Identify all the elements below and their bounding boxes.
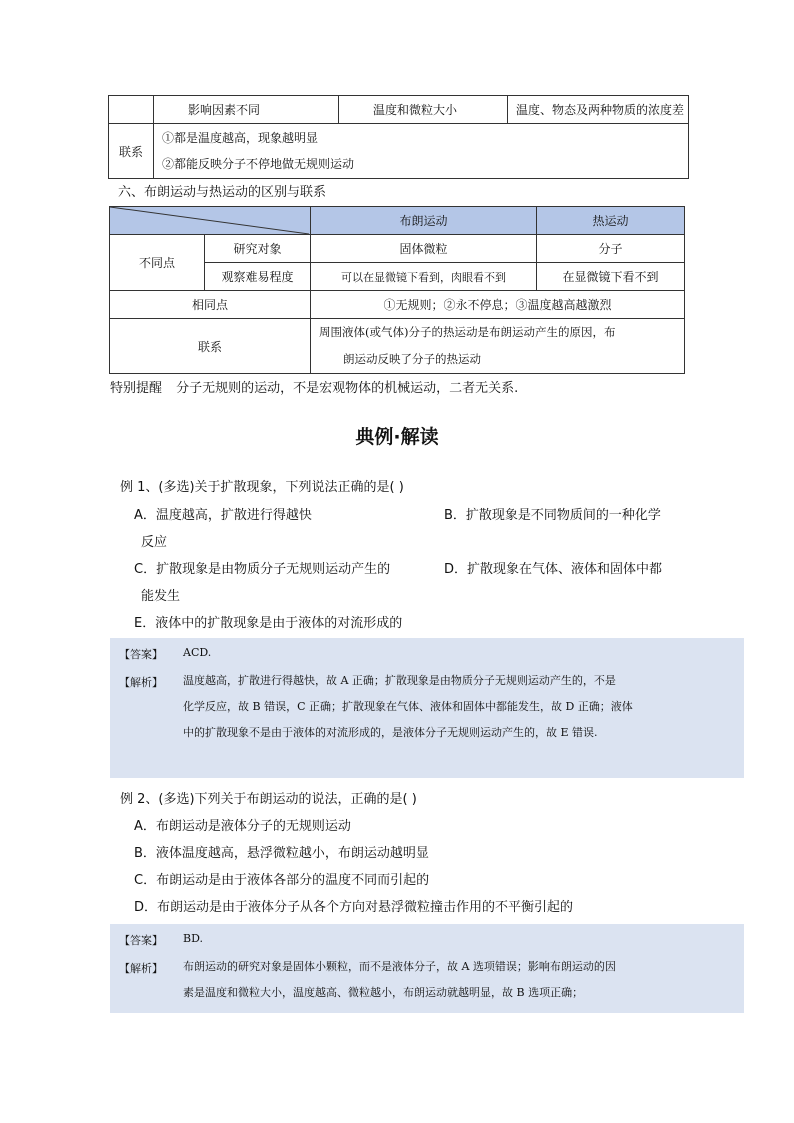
example2-answer: BD. [183,932,204,945]
tip-text: 分子无规则的运动，不是宏观物体的机械运动，二者无关系. [176,381,519,396]
example1-analysis-line1: 温度越高，扩散进行得越快，故 A 正确；扩散现象是由物质分子无规则运动产生的，不是 [183,674,616,687]
example2-analysis-line2: 素是温度和微粒大小，温度越高、微粒越小，布朗运动就越明显，故 B 选项正确； [183,986,584,999]
table1-factor-label: 影响因素不同 [154,96,339,124]
example1-analysis [183,668,739,746]
table2-brownian-observe: 可以在显微镜下看到，肉眼看不到 [311,263,537,291]
example2-analysis-label: 【解析】 [119,962,163,975]
example1-option-d-cont: 能发生 [141,589,181,604]
example1-option-d: D．扩散现象在气体、液体和固体中都 [444,562,663,577]
table2-link-label: 联系 [110,319,311,374]
example1-analysis-line3: 中的扩散现象不是由于液体的对流形成的，是液体分子无规则运动产生的，故 E 错误. [183,726,598,739]
example2-analysis-line1: 布朗运动的研究对象是固体小颗粒，而不是液体分子，故 A 选项错误；影响布朗运动的因 [183,960,616,973]
table2-link-content [311,319,685,374]
table2-sub-observe: 观察难易程度 [205,263,311,291]
example2-answer-label: 【答案】 [119,934,163,947]
table2-corner-cell [110,207,311,235]
example1-answer-label: 【答案】 [119,648,163,661]
brownian-thermal-table [109,206,685,374]
example1-option-b: B．扩散现象是不同物质间的一种化学 [444,508,661,523]
example2-analysis [183,954,739,1006]
table1-link-content [154,124,689,179]
table2-same-label: 相同点 [110,291,311,319]
table2-header-thermal: 热运动 [537,207,685,235]
example2-option-c: C．布朗运动是由于液体各部分的温度不同而引起的 [134,873,430,888]
table1-link-label: 联系 [109,124,154,179]
table1-empty-cell [109,96,154,124]
example2-option-d: D．布朗运动是由于液体分子从各个方向对悬浮微粒撞击作用的不平衡引起的 [134,900,574,915]
table2-diff-label: 不同点 [110,235,205,291]
table1-link-line1: ①都是温度越高，现象越明显 [162,131,319,145]
table2-sub-object: 研究对象 [205,235,311,263]
example2-option-a: A．布朗运动是液体分子的无规则运动 [134,819,351,834]
table2-same-value: ①无规则；②永不停息；③温度越高越激烈 [311,291,685,319]
table2-header-brownian: 布朗运动 [311,207,537,235]
table2-link-line1: 周围液体(或气体)分子的热运动是布朗运动产生的原因，布 [319,325,616,339]
example1-option-a: A．温度越高，扩散进行得越快 [134,508,312,523]
tip-label: 特别提醒 [110,381,163,396]
example2-stem: 例 2、(多选)下列关于布朗运动的说法，正确的是( ) [120,792,417,807]
example1-option-c: C．扩散现象是由物质分子无规则运动产生的 [134,562,391,577]
section-6-title: 六、布朗运动与热运动的区别与联系 [118,185,327,200]
table1-brownian-factor: 温度和微粒大小 [339,96,508,124]
table2-thermal-object: 分子 [537,235,685,263]
example1-option-b-cont: 反应 [141,535,168,550]
table1-link-line2: ②都能反映分子不停地做无规则运动 [162,157,355,171]
section-heading: 典例·解读 [355,426,439,448]
table1-diffusion-factor: 温度、物态及两种物质的浓度差 [508,96,689,124]
diagonal-line [110,207,309,234]
table2-thermal-observe: 在显微镜下看不到 [537,263,685,291]
example1-stem: 例 1、(多选)关于扩散现象，下列说法正确的是( ) [120,480,404,495]
example1-analysis-line2: 化学反应，故 B 错误，C 正确；扩散现象在气体、液体和固体中都能发生，故 D 正确；液体 [183,700,633,713]
example1-answer: ACD. [183,646,212,659]
table2-brownian-object: 固体微粒 [311,235,537,263]
comparison-table-top [108,95,689,179]
example2-option-b: B．液体温度越高，悬浮微粒越小，布朗运动越明显 [134,846,429,861]
example1-option-e: E．液体中的扩散现象是由于液体的对流形成的 [134,616,403,631]
example1-solution-box [110,638,744,778]
example1-analysis-label: 【解析】 [119,676,163,689]
table2-link-line2: 朗运动反映了分子的热运动 [343,352,481,366]
example2-solution-box [110,924,744,1013]
special-tip [110,377,518,396]
